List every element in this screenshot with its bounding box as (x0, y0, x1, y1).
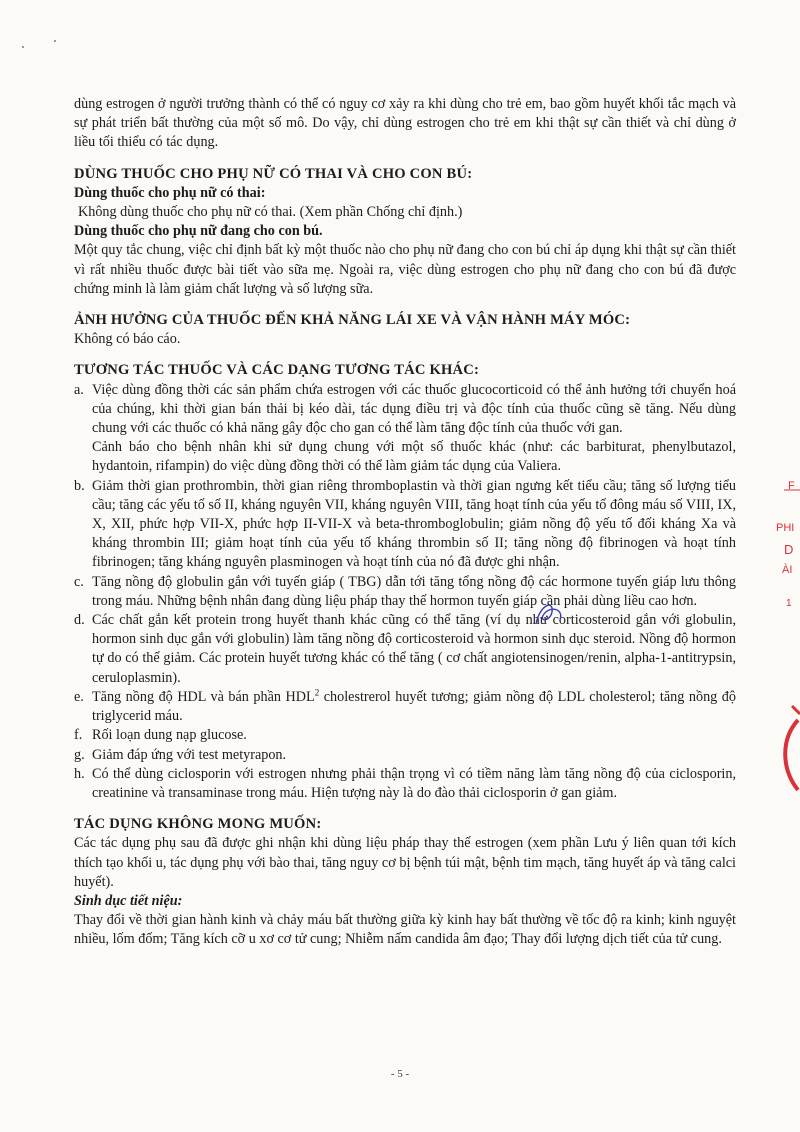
adverse-heading: TÁC DỤNG KHÔNG MONG MUỐN: (74, 816, 322, 833)
pregnant-text: Không dùng thuốc cho phụ nữ có thai. (Xem phần Chống chỉ định.) (78, 204, 463, 221)
list-marker: e. (74, 688, 84, 705)
pregnancy-heading: DÙNG THUỐC CHO PHỤ NỮ CÓ THAI VÀ CHO CON BÚ: (74, 165, 473, 182)
list-item (74, 573, 736, 611)
list-marker: c. (74, 573, 84, 590)
list-marker: d. (74, 612, 85, 629)
list-item-text: Giảm thời gian prothrombin, thời gian riêng thromboplastin và thời gian ngưng kết tiểu cầu; tăng số lượng tiểu cầu; tăng các yếu tố số II, kháng nguyên VII, kháng nguyên VIII, tăng hoạt tính của yếu tố đông máu số VIII, IX, X, XII, phức hợp VII-X, phức hợp II-VII-X và beta-thromboglobulin; giảm nồng độ yếu tố đối kháng Xa và kháng thrombin III; giảm hoạt tính của yếu tố kháng thrombin số II; tăng nồng độ fibrinogen và hoạt tính fibrinogen; tăng kháng nguyên plasminogen và hoạt tính của nó đã được ghi nhận. (92, 477, 736, 571)
list-marker: g. (74, 746, 85, 763)
hdl-text: Tăng nồng độ HDL và bán phần HDL (92, 688, 315, 705)
pregnant-subheading: Dùng thuốc cho phụ nữ có thai: (74, 184, 266, 201)
lactation-text: Một quy tắc chung, việc chỉ định bất kỳ một thuốc nào cho phụ nữ đang cho con bú chỉ áp dụng khi thật sự cần thiết vì rất nhiều thuốc được bài tiết vào sữa mẹ. Ngoài ra, việc dùng estrogen cho phụ nữ đang cho con bú đã được chứng minh là làm giảm chất lượng và số lượng sữa. (74, 242, 736, 297)
adverse-text: Các tác dụng phụ sau đã được ghi nhận khi dùng liệu pháp thay thế estrogen (xem phần Lưu ý liên quan tới kích thích tạo khối u, tác dụng phụ với bào thai, tăng nguy cơ bị bệnh túi mật, bệnh tim mạch, tăng huyết áp và tăng calci huyết). (74, 835, 736, 890)
list-item-text: Tăng nồng độ globulin gắn với tuyến giáp ( TBG) dẫn tới tăng tổng nồng độ các hormone tuyến giáp lưu thông trong máu. Những bệnh nhân đang dùng liệu pháp thay thế hormon tuyến giáp cần phải dùng liều cao hơn. (92, 573, 736, 609)
stamp-fragment (770, 470, 800, 830)
intro-paragraph: dùng estrogen ở người trưởng thành có thể có nguy cơ xảy ra khi dùng cho trẻ em, bao gồm huyết khối tắc mạch và sự phát triển bất thường của một số mô. Do vậy, chỉ dùng estrogen cho trẻ em khi thật sự cần thiết và chỉ dùng ở liều tối thiểu có tác dụng. (74, 96, 736, 151)
stamp-text-ai: ÀI (782, 564, 793, 576)
scan-speck (54, 40, 56, 42)
list-item (74, 477, 736, 573)
list-item (74, 746, 736, 765)
signature-mark (530, 598, 570, 632)
list-item (74, 381, 736, 477)
page-number: - 5 - (390, 1068, 410, 1080)
hdl-superscript: 2 (314, 687, 320, 698)
list-marker: f. (74, 727, 83, 744)
list-item (74, 688, 736, 726)
list-item-text: Rối loạn dung nạp glucose. (92, 727, 247, 744)
interactions-heading: TƯƠNG TÁC THUỐC VÀ CÁC DẠNG TƯƠNG TÁC KHÁC: (74, 362, 480, 379)
stamp-text-f: F (788, 480, 795, 492)
list-item-text: Các chất gắn kết protein trong huyết thanh khác cũng có thể tăng (ví dụ như corticosteroid gắn với globulin, hormon sinh dục gắn với globulin) làm tăng nồng độ corticosteroid và hormon sinh dục steroid. Nồng độ hormon tự do có thể giảm. Các protein huyết tương khác có thể tăng ( cơ chất angiotensinogen/renin, alpha-1-antitrypsin, ceruloplasmin). (92, 612, 736, 686)
list-item (74, 765, 736, 803)
stamp-text-1: 1 (786, 598, 792, 609)
stamp-text-d: D (784, 542, 794, 557)
cholesterol-text: cholestrerol huyết tương; giảm nồng độ LDL cholesterol; tăng nồng độ triglycerid máu. (92, 688, 736, 725)
driving-heading: ẢNH HƯỞNG CỦA THUỐC ĐẾN KHẢ NĂNG LÁI XE VÀ VẬN HÀNH MÁY MÓC: (74, 312, 631, 329)
scan-speck (22, 46, 24, 48)
list-item-text: Có thể dùng ciclosporin với estrogen nhưng phải thận trọng vì có tiềm năng làm tăng nồng độ của ciclosporin, creatinine và transaminase trong máu. Hiện tượng này là do đào thải ciclosporin ở gan giảm. (92, 765, 736, 801)
list-marker: h. (74, 765, 85, 782)
urogenital-text: Thay đổi về thời gian hành kinh và chảy máu bất thường giữa kỳ kinh hay bất thường về tốc độ ra kinh; kinh nguyệt nhiều, lốm đốm; Tăng kích cỡ u xơ cơ tử cung; Nhiễm nấm candida âm đạo; Thay đổi lượng dịch tiết của tử cung. (74, 912, 736, 948)
lactation-subheading: Dùng thuốc cho phụ nữ đang cho con bú. (74, 223, 323, 240)
stamp-text-phi: PHI (776, 522, 795, 534)
list-item-text: Cảnh báo cho bệnh nhân khi sử dụng chung với một số thuốc khác (như: các barbiturat, phenylbutazol, hydantoin, rifampin) do việc dùng đồng thời có thể làm giảm tác dụng của Valiera. (92, 439, 736, 475)
list-marker: a. (74, 381, 84, 398)
list-item (74, 611, 736, 688)
list-item-text: Giảm đáp ứng với test metyrapon. (92, 746, 287, 763)
list-item-text: Việc dùng đồng thời các sản phẩm chứa estrogen với các thuốc glucocorticoid có thể ảnh hưởng tới chuyển hoá của chúng, khi thời gian bán thải bị kéo dài, tác dụng điều trị và độc tính của thuốc cũng sẽ tăng. Nếu dùng chung với các thuốc có khả năng gây độc cho gan có thể làm tăng độc tính của thuốc với gan. (92, 381, 736, 437)
list-item-text (92, 688, 736, 726)
urogenital-subheading: Sinh dục tiết niệu: (74, 892, 183, 909)
document-page (74, 95, 736, 950)
driving-text: Không có báo cáo. (74, 331, 181, 348)
list-item (74, 726, 736, 745)
list-marker: b. (74, 477, 85, 494)
interactions-list (74, 381, 736, 803)
